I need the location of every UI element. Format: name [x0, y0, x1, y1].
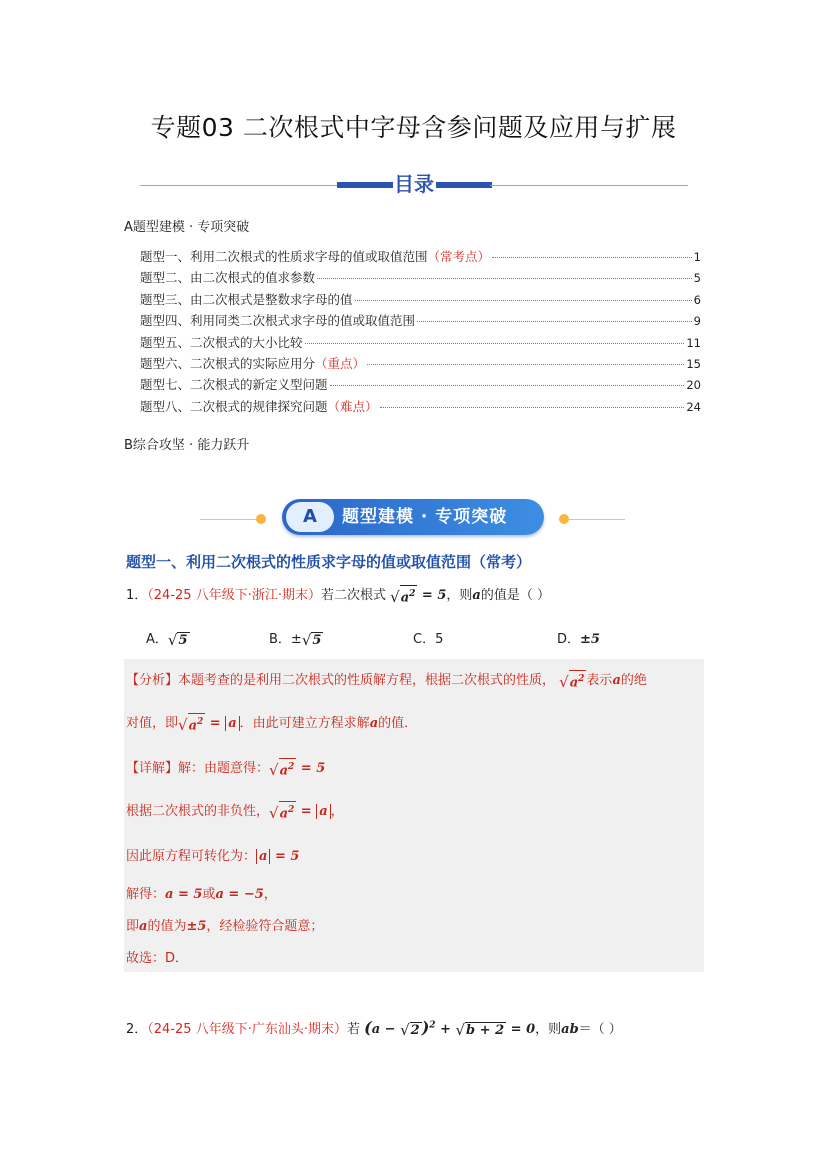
analysis-line-1: 【分析】本题考查的是利用二次根式的性质解方程，根据二次根式的性质， √ $a^2$ 表示a的绝	[126, 669, 647, 691]
toc-section-b[interactable]: B综合攻坚 · 能力跃升	[124, 438, 250, 453]
divider	[569, 519, 625, 520]
question-2: 2．（24-25 八年级下·广东汕头·期末）若 (a − √ 2 )$^2$ + √ b + 2 = 0，则ab＝（ ）	[126, 1018, 622, 1039]
analysis-line-8: 故选：D．	[126, 951, 189, 966]
divider	[436, 182, 492, 188]
question-source: （24-25 八年级下·浙江·期末）	[147, 588, 321, 603]
analysis-line-5: 因此原方程可转化为： a = 5	[126, 849, 300, 864]
toc-item[interactable]: 题型六、二次根式的实际应用分 （重点） 15	[140, 355, 701, 371]
section-banner	[200, 497, 625, 539]
section-banner-text: 题型建模 · 专项突破	[342, 507, 508, 527]
analysis-line-7: 即a的值为±5，经检验符合题意；	[126, 919, 324, 934]
toc-list	[140, 247, 701, 418]
sqrt-expression: √ $a^2$	[390, 585, 417, 606]
toc-item[interactable]: 题型二、由二次根式的值求参数 5	[140, 270, 701, 286]
toc-item[interactable]: 题型七、二次根式的新定义型问题 20	[140, 377, 701, 393]
divider	[200, 519, 258, 520]
analysis-line-6: 解得：a = 5或a = −5，	[126, 887, 277, 902]
section-badge: A	[286, 502, 334, 532]
bullet-dot-icon	[559, 514, 569, 524]
document-title: 专题03 二次根式中字母含参问题及应用与扩展	[150, 113, 677, 142]
option-d[interactable]: D．±5	[557, 632, 600, 647]
analysis-line-4: 根据二次根式的非负性， √ $a^2$ = a ，	[126, 800, 344, 822]
question-source: （24-25 八年级下·广东汕头·期末）	[147, 1022, 347, 1037]
toc-item[interactable]: 题型五、二次根式的大小比较 11	[140, 334, 701, 350]
option-a[interactable]: A． √ 5	[146, 630, 188, 649]
toc-item[interactable]: 题型八、二次根式的规律探究问题 （难点） 24	[140, 398, 701, 414]
option-c[interactable]: C．5	[413, 632, 444, 647]
divider	[490, 185, 688, 186]
section-pill	[282, 499, 544, 535]
toc-section-a[interactable]: A题型建模 · 专项突破	[124, 220, 250, 235]
toc-item[interactable]: 题型三、由二次根式是整数求字母的值 6	[140, 291, 701, 307]
toc-heading-label: 目录	[394, 172, 434, 196]
toc-item[interactable]: 题型四、利用同类二次根式求字母的值或取值范围 9	[140, 313, 701, 329]
toc-heading	[140, 166, 688, 196]
type-title: 题型一、利用二次根式的性质求字母的值或取值范围（常考）	[126, 553, 532, 571]
analysis-line-3: 【详解】解：由题意得： √ $a^2$ = 5	[126, 757, 325, 779]
toc-item[interactable]: 题型一、利用二次根式的性质求字母的值或取值范围 （常考点） 1	[140, 249, 701, 264]
bullet-dot-icon	[256, 514, 266, 524]
option-b[interactable]: B．± √ 5	[269, 630, 322, 649]
question-1: 1．（24-25 八年级下·浙江·期末）若二次根式 √ $a^2$ = 5，则a的值是（ ）	[126, 584, 550, 606]
analysis-line-2: 对值，即 √ $a^2$ = a ．由此可建立方程求解a的值．	[126, 712, 417, 734]
answer-box	[124, 659, 704, 972]
